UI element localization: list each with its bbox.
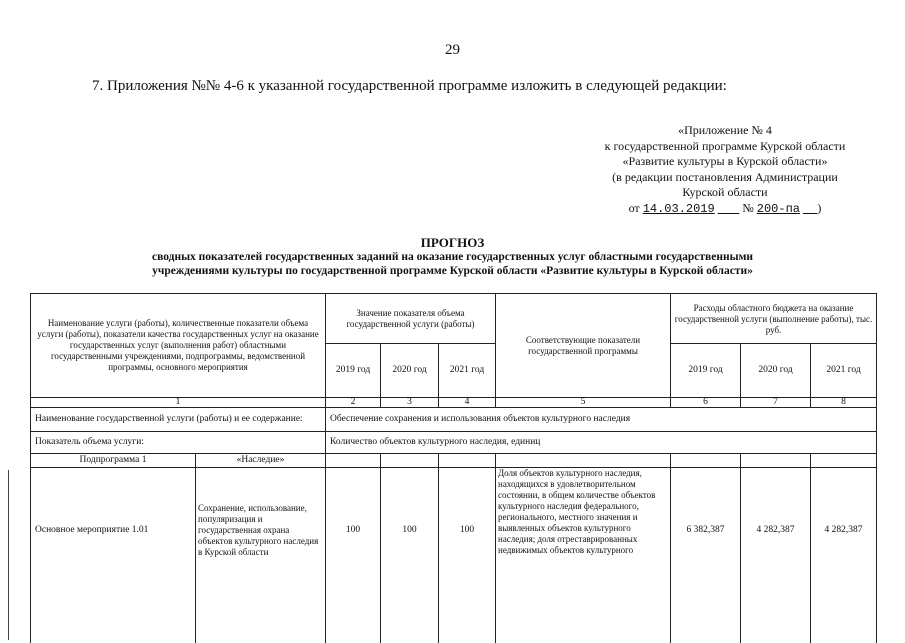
col-number-3: 3: [407, 396, 412, 407]
expense-2019: 6 382,387: [686, 524, 725, 535]
subprogram-label: Подпрограмма 1: [79, 454, 147, 465]
scan-margin-line: [8, 470, 9, 640]
close-paren: ): [817, 200, 822, 215]
header-expense-year-2019: 2019 год: [688, 364, 723, 375]
header-expense-year-2020: 2020 год: [758, 364, 793, 375]
col-number-1: 1: [175, 396, 181, 407]
appendix-date-line: [560, 201, 890, 218]
main-event-label: Основное мероприятие 1.01: [35, 524, 149, 535]
header-program-indicators: Соответствующие показатели государственной программы: [525, 334, 641, 356]
value-2019: 100: [345, 524, 361, 535]
forecast-title: ПРОГНОЗ: [420, 235, 485, 250]
col-number-8: 8: [841, 396, 846, 407]
header-year-2021: 2021 год: [449, 364, 485, 375]
row-volume-label: Показатель объема услуги:: [35, 436, 144, 447]
col-number-6: 6: [703, 396, 708, 407]
main-event-description: Сохранение, использование, популяризация и государственная охрана объектов культурного наследия в Курской области: [198, 503, 319, 557]
row-service-label: Наименование государственной услуги (работы) и ее содержание:: [35, 413, 303, 424]
value-2021: 100: [459, 524, 475, 535]
subtitle-line-1: сводных показателей государственных заданий на оказание государственных услуг областными государственными: [151, 251, 754, 263]
subprogram-name: «Наследие»: [236, 454, 285, 465]
header-expense-year-2021: 2021 год: [826, 364, 861, 375]
row-volume-value: Количество объектов культурного наследия, единиц: [330, 436, 541, 447]
appendix-line-1: «Приложение № 4: [678, 123, 772, 137]
appendix-line-4: (в редакции постановления Администрации: [612, 169, 838, 184]
col-number-4: 4: [464, 396, 470, 407]
header-service-name: Наименование услуги (работы), количественные показатели объема услуги (работы), показатели качества государственных услуг на оказание государственных услуг (выполнения работ) областными государственными учреждениями, подпрограммы, ведомственной программы, основного мероприятия: [37, 318, 319, 372]
subtitle-line-2: учреждениями культуры по государственной программе Курской области «Развитие культуры в Курской области»: [152, 265, 753, 277]
appendix-line-3: «Развитие культуры в Курской области»: [622, 154, 828, 168]
col-number-7: 7: [773, 396, 778, 407]
appendix-line-2: к государственной программе Курской области: [604, 138, 846, 153]
expense-2021: 4 282,387: [824, 524, 863, 535]
header-budget-expenses: Расходы областного бюджета на оказание государственной услуги (выполнение работы), тыс. руб.: [674, 302, 873, 335]
page-number: 29: [445, 42, 460, 58]
number-prefix: №: [742, 200, 754, 215]
col-number-5: 5: [580, 396, 586, 407]
col-number-2: 2: [350, 396, 356, 407]
appendix-line-5: Курской области: [682, 185, 768, 199]
header-year-2020: 2020 год: [392, 364, 427, 375]
decree-number: 200-па: [756, 201, 800, 216]
forecast-table: [30, 293, 877, 643]
forecast-subtitle: [90, 250, 815, 278]
program-indicator-text: Доля объектов культурного наследия, находящихся в удовлетворительном состоянии, в общем количестве объектов культурного наследия федерального, регионального, местного значения и выявленных объектов культурного наследия; доля отреставрированных недвижимых объектов культурного: [498, 468, 656, 555]
decree-date: 14.03.2019: [642, 201, 715, 216]
value-2020: 100: [402, 524, 417, 535]
header-year-2019: 2019 год: [335, 364, 371, 375]
row-service-value: Обеспечение сохранения и использования объектов культурного наследия: [330, 413, 631, 424]
date-prefix: от: [628, 200, 640, 215]
header-volume-value: Значение показателя объема государственной услуги (работы): [346, 308, 475, 329]
intro-text: 7. Приложения №№ 4-6 к указанной государственной программе изложить в следующей редакции:: [92, 78, 727, 94]
appendix-block: [560, 123, 890, 217]
expense-2020: 4 282,387: [756, 524, 795, 535]
